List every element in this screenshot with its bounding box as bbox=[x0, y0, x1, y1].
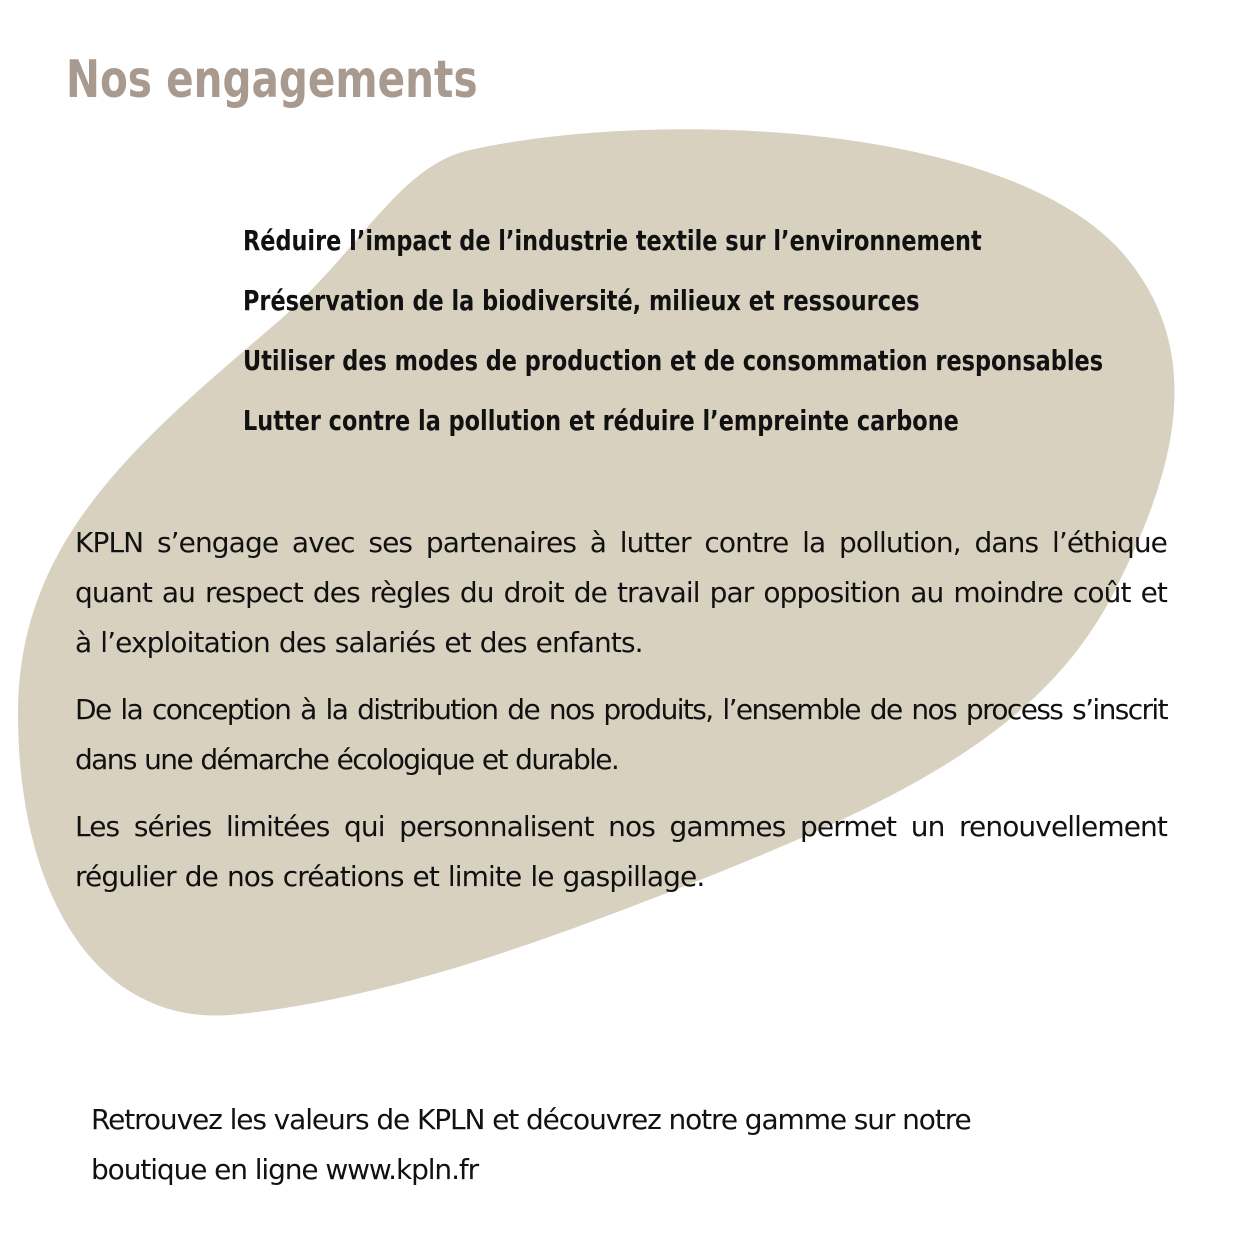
paragraph-process: De la conception à la distribution de nos produits, l’ensemble de nos process s’inscrit dans une démarche écologique et durable. bbox=[75, 693, 1167, 776]
page-title: Nos engagements bbox=[66, 50, 478, 110]
commitments-list bbox=[243, 220, 1240, 460]
engagement-description bbox=[75, 518, 1167, 919]
commitment-item-biodiversity: Préservation de la biodiversité, milieux et ressources bbox=[243, 284, 920, 317]
commitment-item-responsible-production: Utiliser des modes de production et de consommation responsables bbox=[243, 344, 1104, 377]
commitment-item-pollution: Lutter contre la pollution et réduire l’empreinte carbone bbox=[243, 404, 959, 437]
paragraph-limited-series: Les séries limitées qui personnalisent nos gammes permet un renouvellement régulier de nos créations et limite le gaspillage. bbox=[75, 810, 1167, 893]
footer-shop-link-text: Retrouvez les valeurs de KPLN et découvrez notre gamme sur notre boutique en ligne www.kpln.fr bbox=[91, 1103, 971, 1186]
paragraph-partners: KPLN s’engage avec ses partenaires à lutter contre la pollution, dans l’éthique quant au respect des règles du droit de travail par opposition au moindre coût et à l’exploitation des salariés et des enfants. bbox=[75, 526, 1167, 659]
commitment-item-environment: Réduire l’impact de l’industrie textile sur l’environnement bbox=[243, 224, 982, 257]
